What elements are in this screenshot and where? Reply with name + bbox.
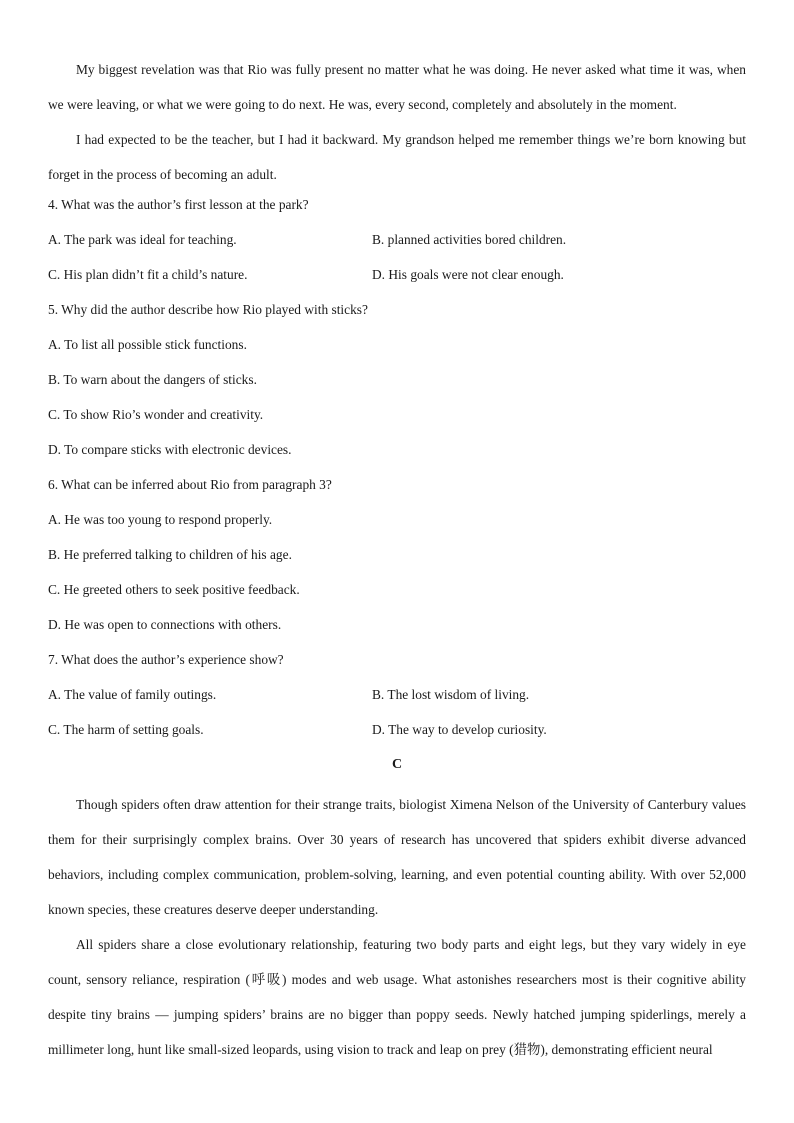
question-stem: 4. What was the author’s first lesson at the park? xyxy=(48,197,309,212)
option-a: A. The park was ideal for teaching. xyxy=(48,232,237,247)
option-b: B. planned activities bored children. xyxy=(372,232,567,247)
option-a: A. To list all possible stick functions. xyxy=(48,337,247,352)
paragraph: I had expected to be the teacher, but I had it backward. My grandson helped me remember things we’re born knowing but forget in the process of becoming an adult. xyxy=(48,132,746,182)
option-b: B. To warn about the dangers of sticks. xyxy=(48,372,257,387)
option-d: D. To compare sticks with electronic devices. xyxy=(48,442,292,457)
question-4 xyxy=(48,192,746,297)
option-d: D. The way to develop curiosity. xyxy=(372,722,547,737)
paragraph: Though spiders often draw attention for their strange traits, biologist Ximena Nelson of the University of Canterbury values them for their surprisingly complex brains. Over 30 years of research has uncovered that spiders exhibit diverse advanced behaviors, including complex communication, problem-solving, learning, and even potential counting ability. With over 52,000 known species, these creatures deserve deeper understanding. xyxy=(48,797,746,917)
option-b: B. He preferred talking to children of his age. xyxy=(48,547,292,562)
option-row xyxy=(48,262,746,297)
question-6 xyxy=(48,472,746,647)
option-c: C. His plan didn’t fit a child’s nature. xyxy=(48,267,248,282)
option-d: D. His goals were not clear enough. xyxy=(372,267,564,282)
option-c: C. The harm of setting goals. xyxy=(48,722,204,737)
document-page xyxy=(48,52,746,1067)
option-d: D. He was open to connections with others. xyxy=(48,617,282,632)
question-stem: 5. Why did the author describe how Rio played with sticks? xyxy=(48,302,368,317)
question-stem: 6. What can be inferred about Rio from paragraph 3? xyxy=(48,477,332,492)
option-c: C. To show Rio’s wonder and creativity. xyxy=(48,407,264,422)
option-b: B. The lost wisdom of living. xyxy=(372,687,530,702)
option-a: A. He was too young to respond properly. xyxy=(48,512,273,527)
option-row xyxy=(48,227,746,262)
paragraph: All spiders share a close evolutionary relationship, featuring two body parts and eight legs, but they vary widely in eye count, sensory reliance, respiration (呼吸) modes and web usage. What astonishes researchers most is their cognitive ability despite tiny brains — jumping spiders’ brains are no bigger than poppy seeds. Newly hatched jumping spiderlings, merely a millimeter long, hunt like small-sized leopards, using vision to track and leap on prey (猎物), demonstrating efficient neural xyxy=(48,937,746,1057)
option-row xyxy=(48,682,746,717)
paragraph: My biggest revelation was that Rio was fully present no matter what he was doing. He never asked what time it was, when we were leaving, or what we were going to do next. He was, every second, completely and absolutely in the moment. xyxy=(48,62,746,112)
passage-c xyxy=(48,752,746,1067)
section-label: C xyxy=(391,757,403,772)
question-7 xyxy=(48,647,746,752)
option-c: C. He greeted others to seek positive feedback. xyxy=(48,582,300,597)
option-a: A. The value of family outings. xyxy=(48,687,217,702)
option-row xyxy=(48,717,746,752)
question-5 xyxy=(48,297,746,472)
passage-b-end xyxy=(48,52,746,192)
question-stem: 7. What does the author’s experience show? xyxy=(48,652,284,667)
